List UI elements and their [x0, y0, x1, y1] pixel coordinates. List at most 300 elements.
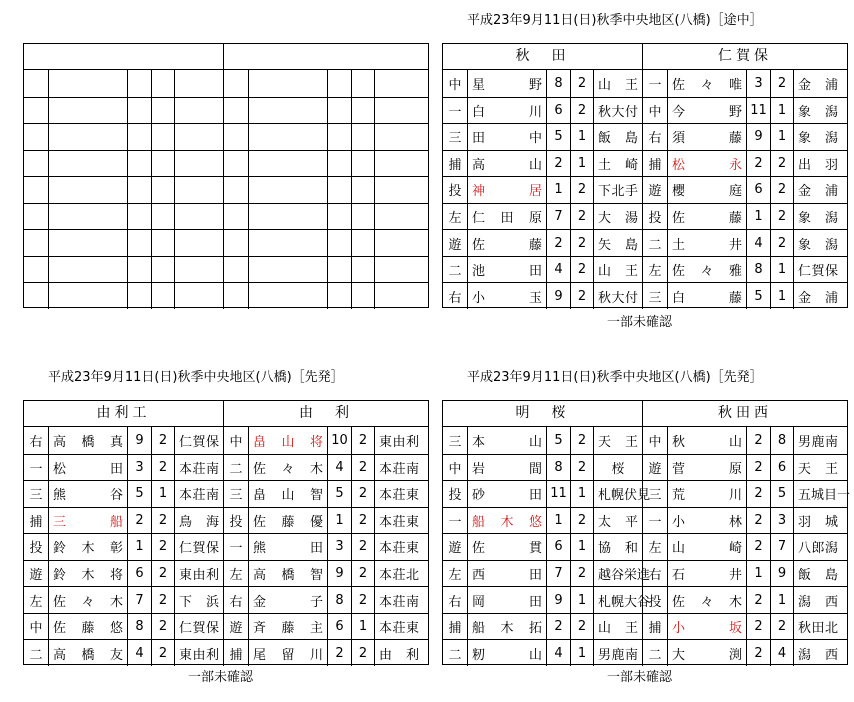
bats-cell: 2	[351, 455, 374, 481]
blank-cell	[174, 151, 223, 177]
lineup-row	[223, 613, 428, 640]
player-name-cell: 尾 留 川	[248, 640, 327, 666]
school-cell: 鳥 海	[174, 508, 223, 534]
blank-cell	[374, 230, 423, 256]
player-name-cell: 畠 山 智	[248, 481, 327, 507]
position-cell: 中	[648, 434, 662, 450]
position-cell: 三	[448, 434, 462, 450]
grade-cell: 9	[327, 561, 351, 587]
school-cell: 由 利	[374, 640, 423, 666]
position-cell: 遊	[648, 184, 662, 200]
grade-cell: 7	[127, 587, 151, 613]
lineup-row	[642, 480, 851, 507]
school-cell: 札 幌 大 谷	[593, 587, 642, 613]
school-cell: 飯 島	[593, 124, 642, 150]
blank-cell	[24, 257, 48, 283]
lineup-row	[443, 507, 642, 534]
blank-row	[223, 97, 428, 124]
blank-row	[223, 229, 428, 256]
grade-cell: 2	[746, 640, 770, 666]
grade-cell: 3	[746, 70, 770, 97]
blank-cell	[24, 230, 48, 256]
blank-row	[24, 282, 223, 309]
blank-cell	[248, 124, 327, 150]
position-cell: 中	[229, 434, 243, 450]
position-cell: 左	[648, 541, 662, 557]
grade-cell: 8	[327, 587, 351, 613]
blank-cell	[327, 204, 351, 230]
blank-cell	[127, 230, 151, 256]
lineup-row	[24, 613, 223, 640]
blank-cell	[127, 204, 151, 230]
blank-cell	[248, 283, 327, 309]
blank-cell	[351, 283, 374, 309]
player-name-cell: 佐 々 木	[248, 455, 327, 481]
player-name-cell: 高 橋 智	[248, 561, 327, 587]
blank-cell	[174, 177, 223, 203]
position-cell: 遊	[448, 541, 462, 557]
lineup-row	[24, 586, 223, 613]
blank-cell	[48, 257, 127, 283]
lineup-row	[443, 454, 642, 481]
blank-cell	[151, 230, 174, 256]
position-cell: 右	[448, 594, 462, 610]
bats-cell: 2	[570, 230, 593, 256]
school-cell: 本 荘 東	[374, 614, 423, 640]
blank-cell	[24, 204, 48, 230]
bats-cell: 2	[351, 508, 374, 534]
blank-cell	[327, 124, 351, 150]
player-name-cell: 大 渕	[667, 640, 746, 666]
blank-cell	[224, 70, 248, 97]
school-cell: 下 浜	[174, 587, 223, 613]
game-caption-top-right: 平成23年9月11日(日)秋季中央地区(八橋)［途中］	[467, 13, 763, 28]
team-name-header: 由 利	[223, 401, 428, 427]
position-cell: 左	[448, 568, 462, 584]
lineup-row	[642, 586, 847, 613]
grade-cell: 1	[546, 177, 570, 203]
lineup-row	[443, 560, 651, 587]
lineup-row	[642, 97, 847, 124]
bats-cell: 2	[351, 534, 374, 560]
school-cell: 出 羽	[793, 151, 842, 177]
blank-row	[24, 150, 223, 177]
school-cell: 本 荘 南	[174, 481, 223, 507]
note-bottom-right: 一部未確認	[607, 670, 673, 685]
school-cell: 山 王	[593, 257, 642, 283]
school-cell: 秋 大 付	[593, 98, 642, 124]
bats-cell: 2	[570, 257, 593, 283]
bats-cell: 2	[151, 587, 174, 613]
blank-cell	[248, 257, 327, 283]
school-cell: 天 王	[793, 455, 842, 481]
grade-cell: 11	[546, 481, 570, 507]
bats-cell: 2	[151, 534, 174, 560]
grade-cell: 2	[127, 508, 151, 534]
bats-cell: 2	[351, 640, 374, 666]
blank-row	[24, 256, 223, 283]
school-cell: 八 郎 潟	[793, 534, 842, 560]
position-cell: 三	[648, 290, 662, 306]
blank-cell	[351, 230, 374, 256]
bats-cell: 2	[151, 640, 174, 666]
bats-cell: 1	[770, 587, 793, 613]
blank-cell	[24, 98, 48, 124]
position-cell: 捕	[448, 157, 462, 173]
blank-cell	[327, 70, 351, 97]
lineup-row	[24, 427, 223, 454]
bats-cell: 7	[770, 534, 793, 560]
lineup-row	[642, 229, 847, 256]
school-cell: 潟 西	[793, 640, 842, 666]
player-name-cell: 田 中	[467, 124, 546, 150]
grade-cell: 4	[546, 257, 570, 283]
school-cell: 五 城 目 一	[793, 481, 842, 507]
player-name-cell: 西 田	[467, 561, 546, 587]
blank-cell	[48, 230, 127, 256]
lineup-row	[443, 480, 651, 507]
position-cell: 右	[648, 131, 662, 147]
team-name-header: 秋田西	[642, 401, 847, 427]
lineup-row	[642, 639, 847, 666]
lineup-row	[24, 454, 223, 481]
grade-cell: 2	[746, 151, 770, 177]
grade-cell: 7	[546, 204, 570, 230]
bats-cell: 2	[151, 614, 174, 640]
school-cell: 本 荘 東	[374, 508, 423, 534]
player-name-cell: 岡 田	[467, 587, 546, 613]
school-cell: 金 浦	[793, 177, 842, 203]
player-name-cell: 籾 山	[467, 640, 546, 666]
lineup-row	[443, 203, 642, 230]
school-cell: 本 荘 南	[374, 455, 423, 481]
bats-cell: 2	[770, 204, 793, 230]
blank-cell	[48, 124, 127, 150]
position-cell: 投	[648, 594, 662, 610]
position-cell: 一	[648, 77, 662, 93]
bats-cell: 2	[770, 230, 793, 256]
bats-cell: 2	[151, 455, 174, 481]
bats-cell: 2	[351, 587, 374, 613]
position-cell: 三	[29, 488, 43, 504]
blank-cell	[24, 70, 48, 97]
player-name-cell: 高 橋 真	[48, 427, 127, 454]
bats-cell: 1	[570, 124, 593, 150]
blank-cell	[127, 151, 151, 177]
player-name-cell: 高 橋 友	[48, 640, 127, 666]
player-name-cell: 白 藤	[667, 283, 746, 309]
lineup-row	[24, 560, 223, 587]
grade-cell: 8	[746, 257, 770, 283]
grade-cell: 2	[546, 151, 570, 177]
bats-cell: 2	[570, 508, 593, 534]
player-name-cell: 荒 川	[667, 481, 746, 507]
blank-cell	[327, 283, 351, 309]
blank-cell	[48, 98, 127, 124]
school-cell: 仁 賀 保	[793, 257, 842, 283]
position-cell: 右	[29, 434, 43, 450]
blank-cell	[374, 204, 423, 230]
grade-cell: 2	[327, 640, 351, 666]
lineup-row	[443, 70, 642, 97]
position-cell: 投	[448, 184, 462, 200]
position-cell: 二	[229, 461, 243, 477]
player-name-cell: 佐 藤	[667, 204, 746, 230]
position-cell: 二	[648, 237, 662, 253]
grade-cell: 9	[546, 587, 570, 613]
lineup-row	[443, 229, 642, 256]
bats-cell: 2	[570, 204, 593, 230]
position-cell: 中	[648, 104, 662, 120]
player-name-cell: 星 野	[467, 70, 546, 97]
grade-cell: 2	[746, 587, 770, 613]
school-cell: 秋 大 付	[593, 283, 642, 309]
school-cell: 仁 賀 保	[174, 534, 223, 560]
position-cell: 一	[448, 104, 462, 120]
blank-cell	[174, 230, 223, 256]
grade-cell: 2	[746, 534, 770, 560]
lineup-row	[642, 282, 847, 309]
lineup-row	[223, 427, 428, 454]
blank-cell	[351, 98, 374, 124]
team-name-header: 秋 田	[443, 44, 642, 70]
position-cell: 一	[29, 461, 43, 477]
player-name-cell: 斉 藤 主	[248, 614, 327, 640]
blank-cell	[151, 177, 174, 203]
position-cell: 投	[648, 211, 662, 227]
grade-cell: 8	[546, 70, 570, 97]
grade-cell: 4	[327, 455, 351, 481]
school-cell: 象 潟	[793, 230, 842, 256]
position-cell: 一	[229, 541, 243, 557]
grade-cell: 6	[546, 534, 570, 560]
grade-cell: 7	[546, 561, 570, 587]
blank-cell	[174, 283, 223, 309]
lineup-row	[443, 123, 642, 150]
blank-cell	[151, 204, 174, 230]
school-cell: 仁 賀 保	[174, 427, 223, 454]
blank-cell	[151, 124, 174, 150]
player-name-cell: 小 坂	[667, 614, 746, 640]
player-name-cell: 佐 々 雅	[667, 257, 746, 283]
bats-cell: 2	[570, 98, 593, 124]
blank-cell	[327, 230, 351, 256]
bats-cell: 1	[570, 587, 593, 613]
lineup-row	[443, 586, 651, 613]
bats-cell: 2	[570, 283, 593, 309]
blank-cell	[174, 70, 223, 97]
grade-cell: 6	[327, 614, 351, 640]
lineup-row	[642, 533, 847, 560]
lineup-row	[223, 454, 428, 481]
school-cell: 天 王	[593, 427, 642, 454]
grade-cell: 1	[327, 508, 351, 534]
blank-cell	[127, 283, 151, 309]
player-name-cell: 鈴 木 彰	[48, 534, 127, 560]
lineup-row	[24, 639, 223, 666]
blank-cell	[224, 124, 248, 150]
blank-cell	[351, 204, 374, 230]
lineup-row	[443, 533, 642, 560]
blank-cell	[127, 177, 151, 203]
blank-cell	[24, 283, 48, 309]
position-cell: 左	[29, 594, 43, 610]
bats-cell: 3	[770, 508, 793, 534]
bats-cell: 1	[570, 151, 593, 177]
team-name-header: 由利工	[24, 401, 223, 427]
blank-cell	[327, 177, 351, 203]
blank-row	[24, 123, 223, 150]
lineup-row	[642, 256, 847, 283]
lineup-row	[24, 533, 223, 560]
blank-cell	[48, 204, 127, 230]
school-cell: 仁 賀 保	[174, 614, 223, 640]
blank-cell	[24, 177, 48, 203]
position-cell: 二	[29, 647, 43, 663]
position-cell: 二	[648, 647, 662, 663]
lineup-row	[443, 282, 642, 309]
position-cell: 中	[448, 77, 462, 93]
grade-cell: 6	[746, 177, 770, 203]
player-name-cell: 山 崎	[667, 534, 746, 560]
bats-cell: 2	[570, 427, 593, 454]
grade-cell: 11	[746, 98, 770, 124]
blank-cell	[48, 70, 127, 97]
player-name-cell: 佐 藤	[467, 230, 546, 256]
blank-header-cell	[223, 44, 428, 70]
player-name-cell: 佐 々 唯	[667, 70, 746, 97]
lineup-row	[642, 176, 847, 203]
blank-cell	[351, 151, 374, 177]
blank-row	[24, 176, 223, 203]
player-name-cell: 佐 貫	[467, 534, 546, 560]
blank-cell	[224, 151, 248, 177]
blank-cell	[127, 257, 151, 283]
player-name-cell: 砂 田	[467, 481, 546, 507]
lineup-row	[642, 70, 847, 97]
note-top-right: 一部未確認	[607, 315, 673, 330]
position-cell: 左	[229, 568, 243, 584]
grade-cell: 6	[546, 98, 570, 124]
school-cell: 太 平	[593, 508, 642, 534]
player-name-cell: 仁 田 原	[467, 204, 546, 230]
blank-cell	[224, 257, 248, 283]
blank-cell	[224, 177, 248, 203]
blank-cell	[327, 151, 351, 177]
blank-cell	[374, 177, 423, 203]
game-caption-bottom-right: 平成23年9月11日(日)秋季中央地区(八橋)［先発］	[467, 370, 763, 385]
player-name-cell: 船 木 拓	[467, 614, 546, 640]
grade-cell: 2	[746, 508, 770, 534]
position-cell: 遊	[648, 461, 662, 477]
blank-cell	[127, 98, 151, 124]
grade-cell: 8	[127, 614, 151, 640]
school-cell: 土 崎	[593, 151, 642, 177]
school-cell: 象 潟	[793, 124, 842, 150]
position-cell: 三	[648, 488, 662, 504]
bats-cell: 1	[770, 98, 793, 124]
blank-cell	[374, 151, 423, 177]
blank-cell	[248, 177, 327, 203]
blank-row	[223, 70, 428, 97]
lineup-row	[642, 427, 847, 454]
grade-cell: 1	[746, 204, 770, 230]
grade-cell: 2	[746, 455, 770, 481]
school-cell: 東 由 利	[174, 561, 223, 587]
player-name-cell: 白 川	[467, 98, 546, 124]
school-cell: 大 湯	[593, 204, 642, 230]
school-cell: 象 潟	[793, 204, 842, 230]
grade-cell: 10	[327, 427, 351, 454]
lineup-row	[443, 150, 642, 177]
school-cell: 桜	[593, 455, 642, 481]
player-name-cell: 佐 々 木	[667, 587, 746, 613]
player-name-cell: 本 山	[467, 427, 546, 454]
lineup-row	[24, 507, 223, 534]
bats-cell: 1	[770, 257, 793, 283]
blank-cell	[174, 98, 223, 124]
bats-cell: 1	[570, 481, 593, 507]
position-cell: 三	[448, 131, 462, 147]
player-name-cell: 佐 藤 悠	[48, 614, 127, 640]
lineup-row	[223, 533, 428, 560]
blank-row	[24, 229, 223, 256]
position-cell: 右	[229, 594, 243, 610]
lineup-row	[443, 427, 642, 454]
grade-cell: 9	[546, 283, 570, 309]
school-cell: 本 荘 北	[374, 561, 423, 587]
position-cell: 捕	[29, 514, 43, 530]
grade-cell: 8	[546, 455, 570, 481]
bats-cell: 1	[351, 614, 374, 640]
lineup-row	[443, 639, 642, 666]
school-cell: 札 幌 伏 見	[593, 481, 642, 507]
blank-cell	[374, 124, 423, 150]
position-cell: 投	[448, 488, 462, 504]
grade-cell: 4	[546, 640, 570, 666]
blank-cell	[351, 177, 374, 203]
lineup-row	[24, 480, 223, 507]
note-bottom-left: 一部未確認	[188, 670, 254, 685]
grade-cell: 5	[127, 481, 151, 507]
lineup-row	[642, 203, 847, 230]
blank-cell	[224, 283, 248, 309]
school-cell: 本 荘 東	[374, 481, 423, 507]
player-name-cell: 松 永	[667, 151, 746, 177]
position-cell: 投	[29, 541, 43, 557]
player-name-cell: 菅 原	[667, 455, 746, 481]
blank-cell	[151, 151, 174, 177]
school-cell: 本 荘 南	[174, 455, 223, 481]
position-cell: 捕	[648, 621, 662, 637]
blank-cell	[24, 124, 48, 150]
bats-cell: 2	[351, 427, 374, 454]
bats-cell: 2	[770, 70, 793, 97]
lineup-table-bottom-right	[442, 400, 851, 665]
position-cell: 二	[448, 647, 462, 663]
blank-row	[24, 203, 223, 230]
position-cell: 右	[448, 290, 462, 306]
position-cell: 右	[648, 568, 662, 584]
blank-cell	[248, 98, 327, 124]
player-name-cell: 佐 々 木	[48, 587, 127, 613]
player-name-cell: 鈴 木 将	[48, 561, 127, 587]
grade-cell: 5	[327, 481, 351, 507]
bats-cell: 1	[770, 283, 793, 309]
lineup-row	[223, 560, 428, 587]
blank-cell	[151, 283, 174, 309]
player-name-cell: 今 野	[667, 98, 746, 124]
